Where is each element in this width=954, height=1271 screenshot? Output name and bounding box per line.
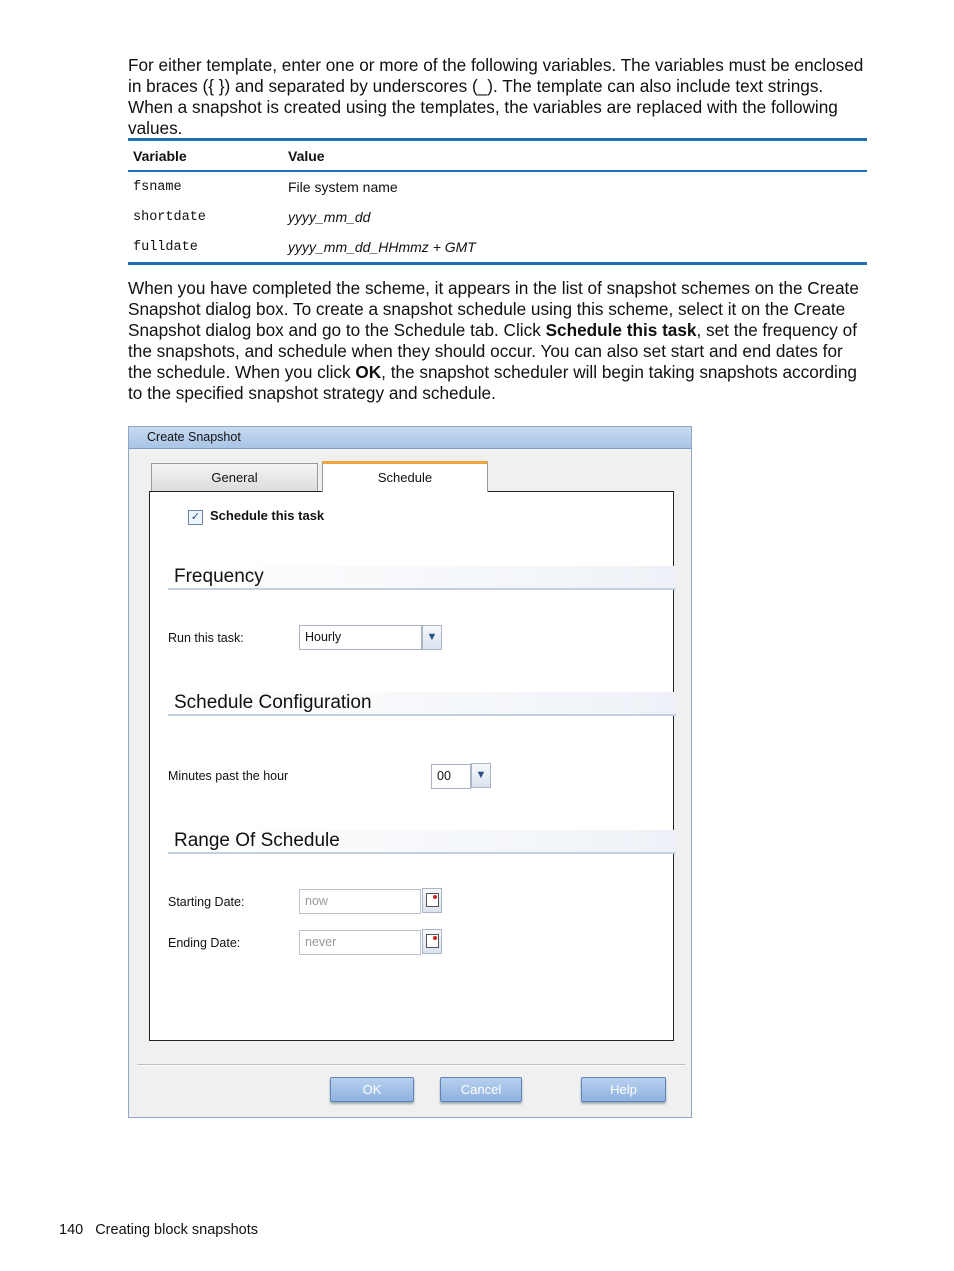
check-icon: ✓ (190, 511, 201, 523)
calendar-icon[interactable] (422, 888, 442, 913)
header-variable: Variable (133, 147, 187, 164)
section-title: Creating block snapshots (95, 1222, 259, 1238)
run-task-label: Run this task: (168, 631, 244, 645)
value-cell: yyyy_mm_dd (288, 209, 371, 225)
range-section-title: Range Of Schedule (168, 830, 676, 854)
tab-general[interactable]: General (151, 463, 318, 491)
chevron-down-icon[interactable]: ▼ (422, 625, 442, 650)
create-snapshot-dialog (128, 426, 692, 1118)
body-paragraph (128, 278, 870, 404)
intro-paragraph: For either template, enter one or more of the following variables. The variables must be enclosed in braces ({ }) and separated by underscores (_). The template can also include text strings. When a snapshot is created using the templates, the variables are replaced with the following values. (128, 55, 864, 138)
frequency-section-title: Frequency (168, 566, 676, 590)
variables-table (128, 138, 867, 265)
schedule-config-section-title: Schedule Configuration (168, 692, 676, 716)
schedule-task-bold: Schedule this task (545, 320, 697, 340)
header-value: Value (288, 147, 325, 164)
table-row (128, 232, 867, 262)
dialog-title: Create Snapshot (129, 427, 691, 449)
starting-date-input[interactable]: now (299, 889, 421, 914)
value-cell: yyyy_mm_dd_HHmmz + GMT (288, 239, 476, 255)
variable-cell: fulldate (133, 239, 198, 255)
chevron-down-icon[interactable]: ▼ (471, 763, 491, 788)
cancel-button[interactable]: Cancel (440, 1077, 522, 1102)
divider (137, 1064, 685, 1066)
starting-date-label: Starting Date: (168, 895, 245, 909)
table-row (128, 202, 867, 232)
body-text-3: , the snapshot scheduler will begin taking snapshots according to the specified snapshot strategy and schedule. (128, 362, 857, 403)
table-header (128, 141, 867, 172)
ok-bold: OK (355, 362, 382, 382)
run-task-select[interactable]: Hourly (299, 625, 422, 650)
calendar-icon[interactable] (422, 929, 442, 954)
variable-cell: fsname (133, 179, 182, 195)
variable-cell: shortdate (133, 209, 206, 225)
ending-date-input[interactable]: never (299, 930, 421, 955)
schedule-task-checkbox[interactable] (188, 510, 203, 525)
table-row (128, 172, 867, 202)
tab-schedule[interactable]: Schedule (322, 461, 488, 492)
minutes-label: Minutes past the hour (168, 769, 289, 783)
page-footer (59, 1222, 258, 1238)
schedule-panel (149, 491, 674, 1041)
minutes-select[interactable]: 00 (431, 764, 471, 789)
ending-date-label: Ending Date: (168, 936, 241, 950)
ok-button[interactable]: OK (330, 1077, 414, 1102)
help-button[interactable]: Help (581, 1077, 666, 1102)
schedule-task-label: Schedule this task (210, 508, 325, 523)
page-number: 140 (59, 1222, 84, 1238)
body-text-2: , set the frequency of the snapshots, and schedule when they should occur. You can also set start and end dates for the schedule. When you click (128, 320, 857, 382)
value-cell: File system name (288, 179, 398, 195)
body-text-1: When you have completed the scheme, it appears in the list of snapshot schemes on the Create Snapshot dialog box. To create a snapshot schedule using this scheme, select it on the Create Snapshot dialog box and go to the Schedule tab. Click (128, 278, 859, 340)
